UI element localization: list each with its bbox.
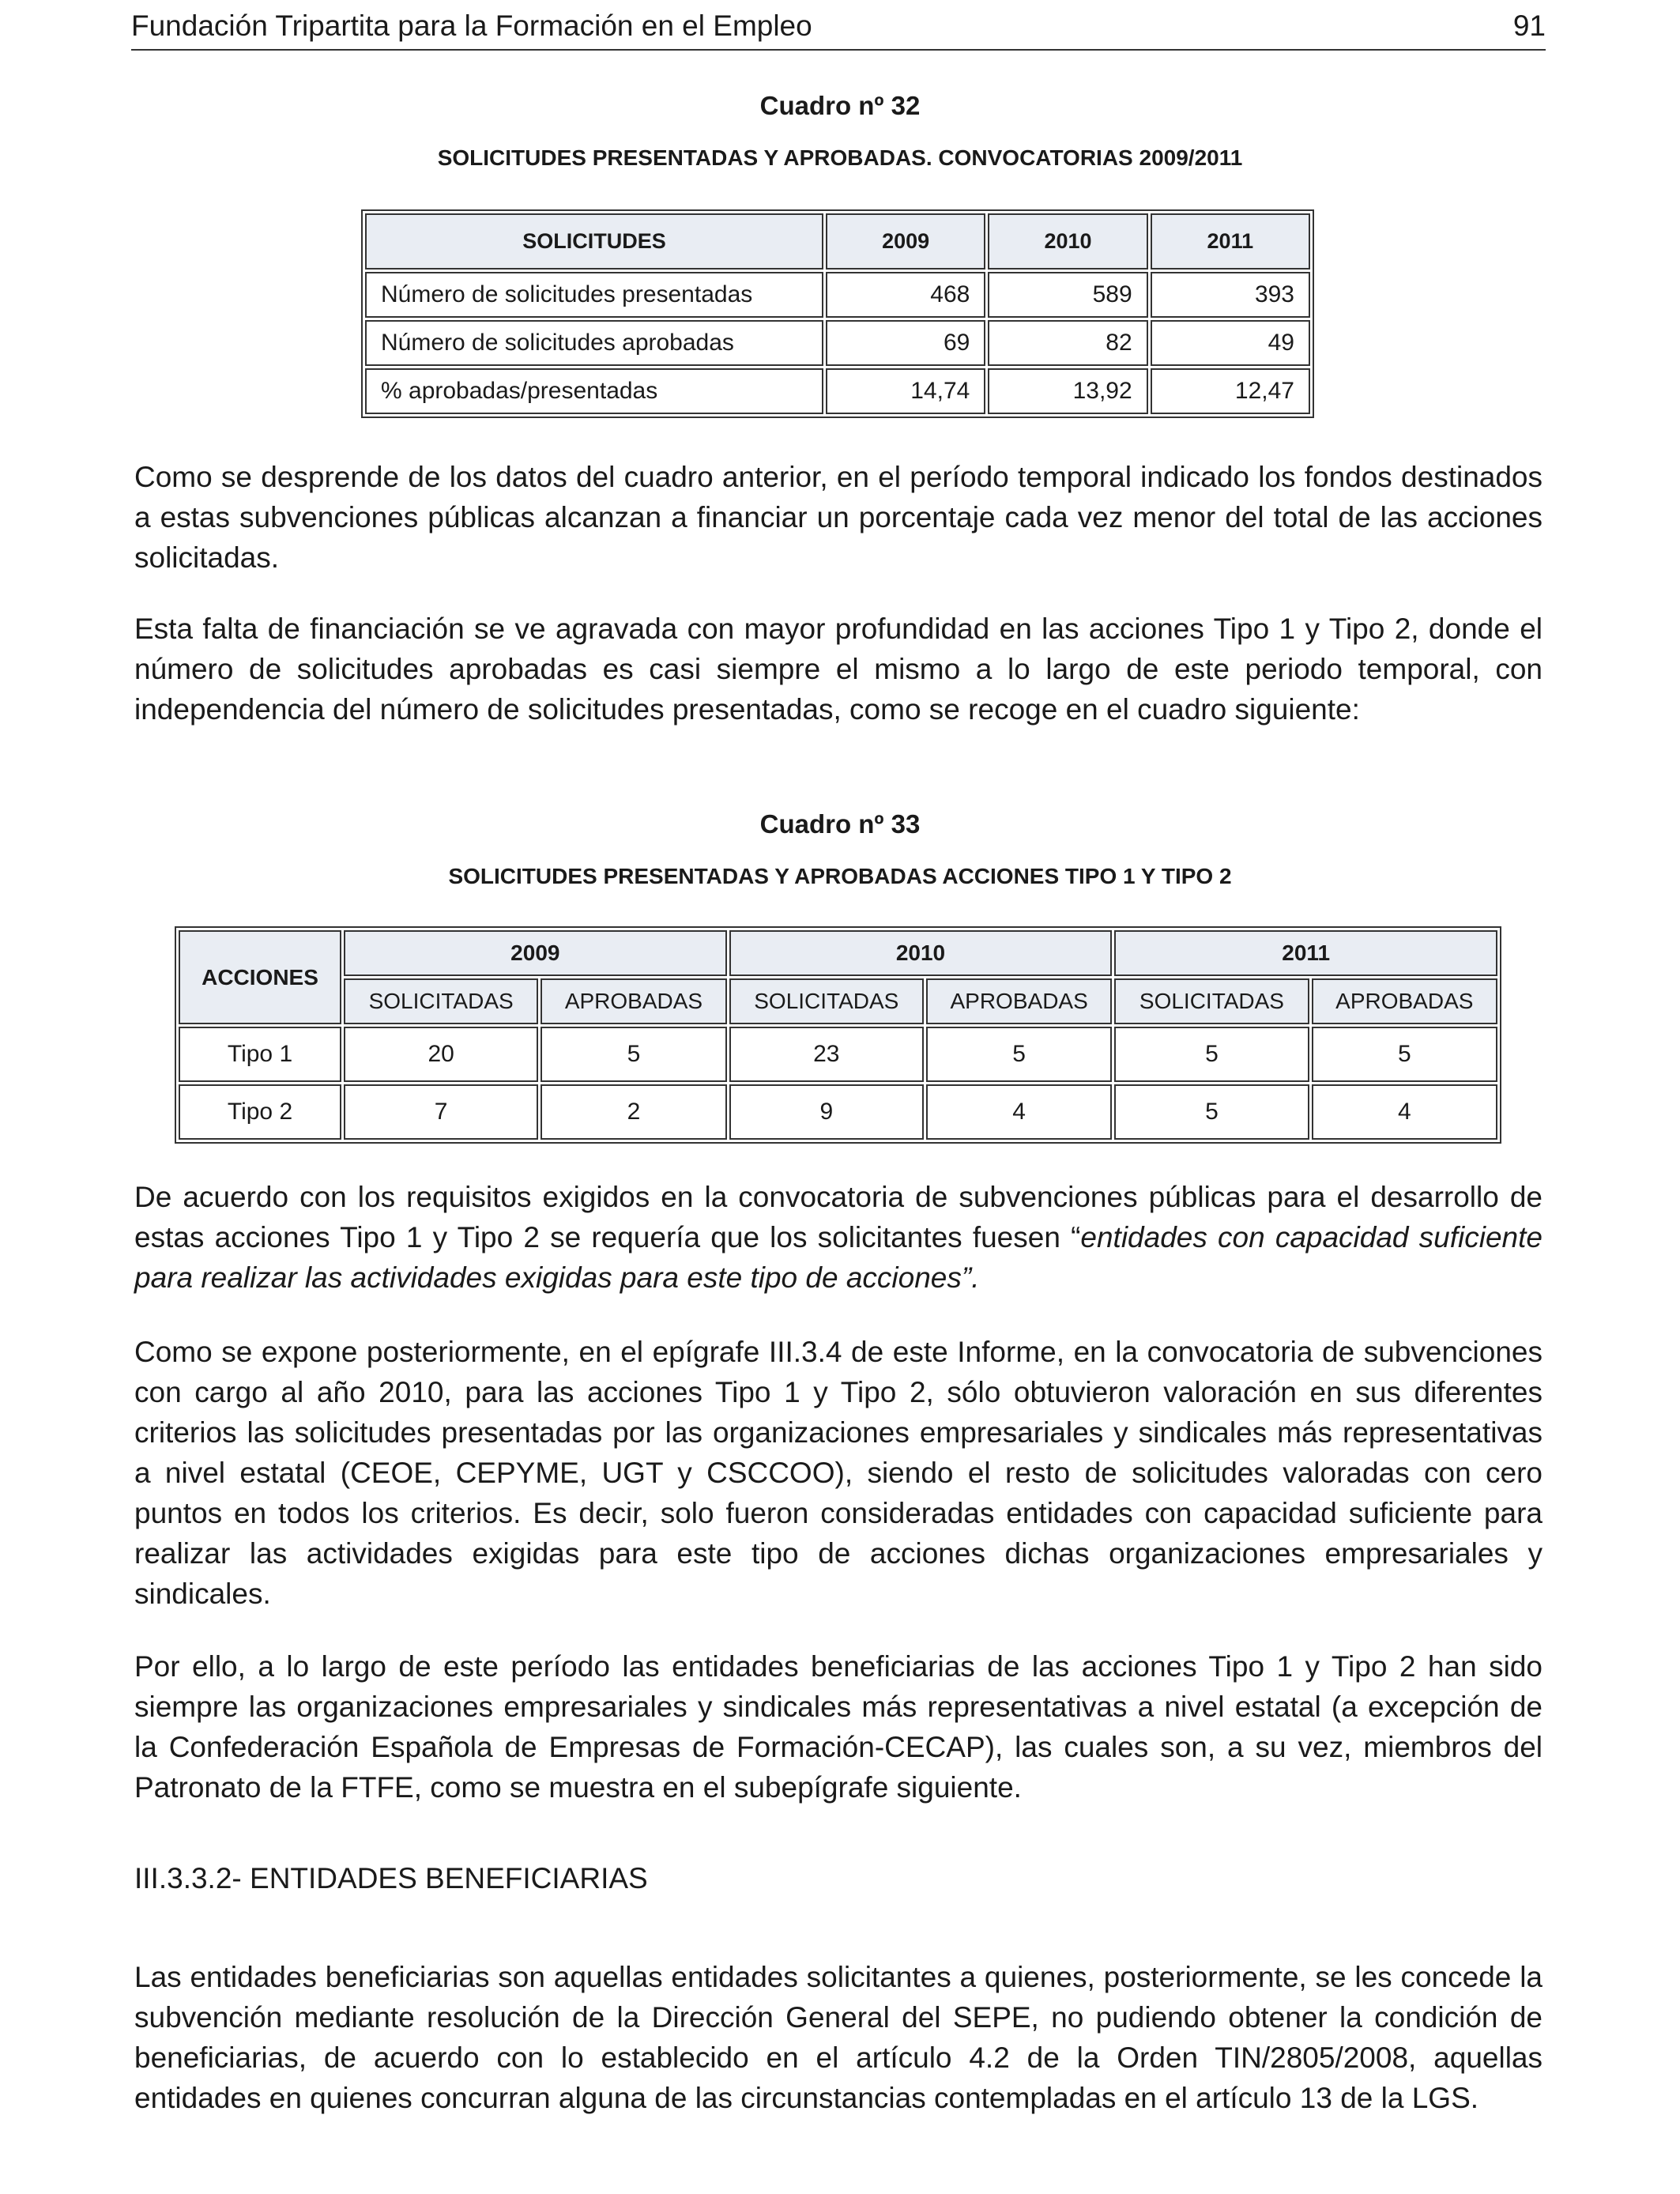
table-row xyxy=(365,272,1310,318)
table-cell: 20 xyxy=(344,1027,538,1082)
table-header-row xyxy=(365,213,1310,270)
cuadro-33-subtitle: SOLICITUDES PRESENTADAS Y APROBADAS ACCIONES TIPO 1 Y TIPO 2 xyxy=(448,864,1232,888)
column-header-year: 2009 xyxy=(344,930,727,976)
cuadro-33-title: Cuadro nº 33 xyxy=(759,809,921,839)
table-cell: 4 xyxy=(1312,1084,1497,1140)
table-cell: 7 xyxy=(344,1084,538,1140)
paragraph-3-text: De acuerdo con los requisitos exigidos en la convocatoria de subvenciones públicas para el desarrollo de estas acciones Tipo 1 y Tipo 2 se requería que los solicitantes fuesen “ xyxy=(134,1181,1543,1253)
table-cell: 9 xyxy=(729,1084,924,1140)
column-subheader: APROBADAS xyxy=(1312,978,1497,1024)
table-cell: 14,74 xyxy=(826,368,985,414)
table-cell: 2 xyxy=(541,1084,726,1140)
table-subheader-row xyxy=(179,978,1497,1024)
row-label: % aprobadas/presentadas xyxy=(365,368,823,414)
column-header: 2010 xyxy=(988,213,1147,270)
table-cell: 5 xyxy=(1114,1027,1309,1082)
table-cell: 5 xyxy=(1312,1027,1497,1082)
cuadro-32-subtitle: SOLICITUDES PRESENTADAS Y APROBADAS. CONVOCATORIAS 2009/2011 xyxy=(437,145,1243,170)
table-row xyxy=(365,320,1310,366)
page-header xyxy=(131,8,1546,51)
table-cell: 5 xyxy=(541,1027,726,1082)
table-cell: 468 xyxy=(826,272,985,318)
table-cell: 82 xyxy=(988,320,1147,366)
table-cell: 5 xyxy=(926,1027,1112,1082)
table-cell: 393 xyxy=(1151,272,1310,318)
paragraph-3-quote: entidades con capacidad suficiente para realizar las actividades exigidas para este tipo de acciones”. xyxy=(134,1221,1543,1294)
table-cell: 12,47 xyxy=(1151,368,1310,414)
column-subheader: APROBADAS xyxy=(541,978,726,1024)
table-cell: 589 xyxy=(988,272,1147,318)
column-subheader: SOLICITADAS xyxy=(729,978,924,1024)
paragraph-6: Las entidades beneficiarias son aquellas entidades solicitantes a quienes, posteriormente, se les concede la subvención mediante resolución de la Dirección General del SEPE, no pudiendo obtener la condición de beneficiarias, de acuerdo con lo establecido en el artículo 4.2 de la Orden TIN/2805/2008, aquellas entidades en quienes concurran alguna de las circunstancias contempladas en el artículo 13 de la LGS. xyxy=(134,1961,1543,2114)
table-cuadro-32 xyxy=(361,209,1314,418)
row-label: Número de solicitudes presentadas xyxy=(365,272,823,318)
header-title: Fundación Tripartita para la Formación en el Empleo xyxy=(131,9,812,42)
cuadro-32-title: Cuadro nº 32 xyxy=(759,91,921,120)
column-subheader: SOLICITADAS xyxy=(1114,978,1309,1024)
page-number: 91 xyxy=(1512,9,1546,42)
table-cell: 5 xyxy=(1114,1084,1309,1140)
row-label: Tipo 1 xyxy=(179,1027,341,1082)
column-subheader: APROBADAS xyxy=(926,978,1112,1024)
table-row xyxy=(179,1084,1497,1140)
table-cuadro-33 xyxy=(175,926,1501,1144)
column-subheader: SOLICITADAS xyxy=(344,978,538,1024)
table-cell: 49 xyxy=(1151,320,1310,366)
table-row xyxy=(179,1027,1497,1082)
column-header-acciones: ACCIONES xyxy=(179,930,341,1024)
table-row xyxy=(365,368,1310,414)
column-header-year: 2010 xyxy=(729,930,1113,976)
table-cell: 4 xyxy=(926,1084,1112,1140)
row-label: Tipo 2 xyxy=(179,1084,341,1140)
row-label: Número de solicitudes aprobadas xyxy=(365,320,823,366)
paragraph-2: Esta falta de financiación se ve agravada con mayor profundidad en las acciones Tipo 1 y Tipo 2, donde el número de solicitudes aprobadas es casi siempre el mismo a lo largo de este periodo temporal, con independencia del número de solicitudes presentadas, como se recoge en el cuadro siguiente: xyxy=(134,613,1543,726)
section-heading: III.3.3.2- ENTIDADES BENEFICIARIAS xyxy=(134,1862,648,1894)
table-cell: 13,92 xyxy=(988,368,1147,414)
column-header: SOLICITUDES xyxy=(365,213,823,270)
table-cell: 69 xyxy=(826,320,985,366)
paragraph-5: Por ello, a lo largo de este período las entidades beneficiarias de las acciones Tipo 1 y Tipo 2 han sido siempre las organizaciones empresariales y sindicales más representativas a nivel estatal (a excepción de la Confederación Española de Empresas de Formación-CECAP), las cuales son, a su vez, miembros del Patronato de la FTFE, como se muestra en el subepígrafe siguiente. xyxy=(134,1650,1543,1804)
column-header-year: 2011 xyxy=(1114,930,1497,976)
paragraph-4: Como se expone posteriormente, en el epígrafe III.3.4 de este Informe, en la convocatoria de subvenciones con cargo al año 2010, para las acciones Tipo 1 y Tipo 2, sólo obtuvieron valoración en sus diferentes criterios las solicitudes presentadas por las organizaciones empresariales y sindicales más representativas a nivel estatal (CEOE, CEPYME, UGT y CSCCOO), siendo el resto de solicitudes valoradas con cero puntos en todos los criterios. Es decir, solo fueron consideradas entidades con capacidad suficiente para realizar las actividades exigidas para este tipo de acciones dichas organizaciones empresariales y sindicales. xyxy=(134,1336,1543,1610)
table-header-row xyxy=(179,930,1497,976)
table-cell: 23 xyxy=(729,1027,924,1082)
column-header: 2011 xyxy=(1151,213,1310,270)
column-header: 2009 xyxy=(826,213,985,270)
paragraph-3 xyxy=(134,1177,1543,1298)
paragraph-1: Como se desprende de los datos del cuadro anterior, en el período temporal indicado los fondos destinados a estas subvenciones públicas alcanzan a financiar un porcentaje cada vez menor del total de las acciones solicitadas. xyxy=(134,461,1543,574)
